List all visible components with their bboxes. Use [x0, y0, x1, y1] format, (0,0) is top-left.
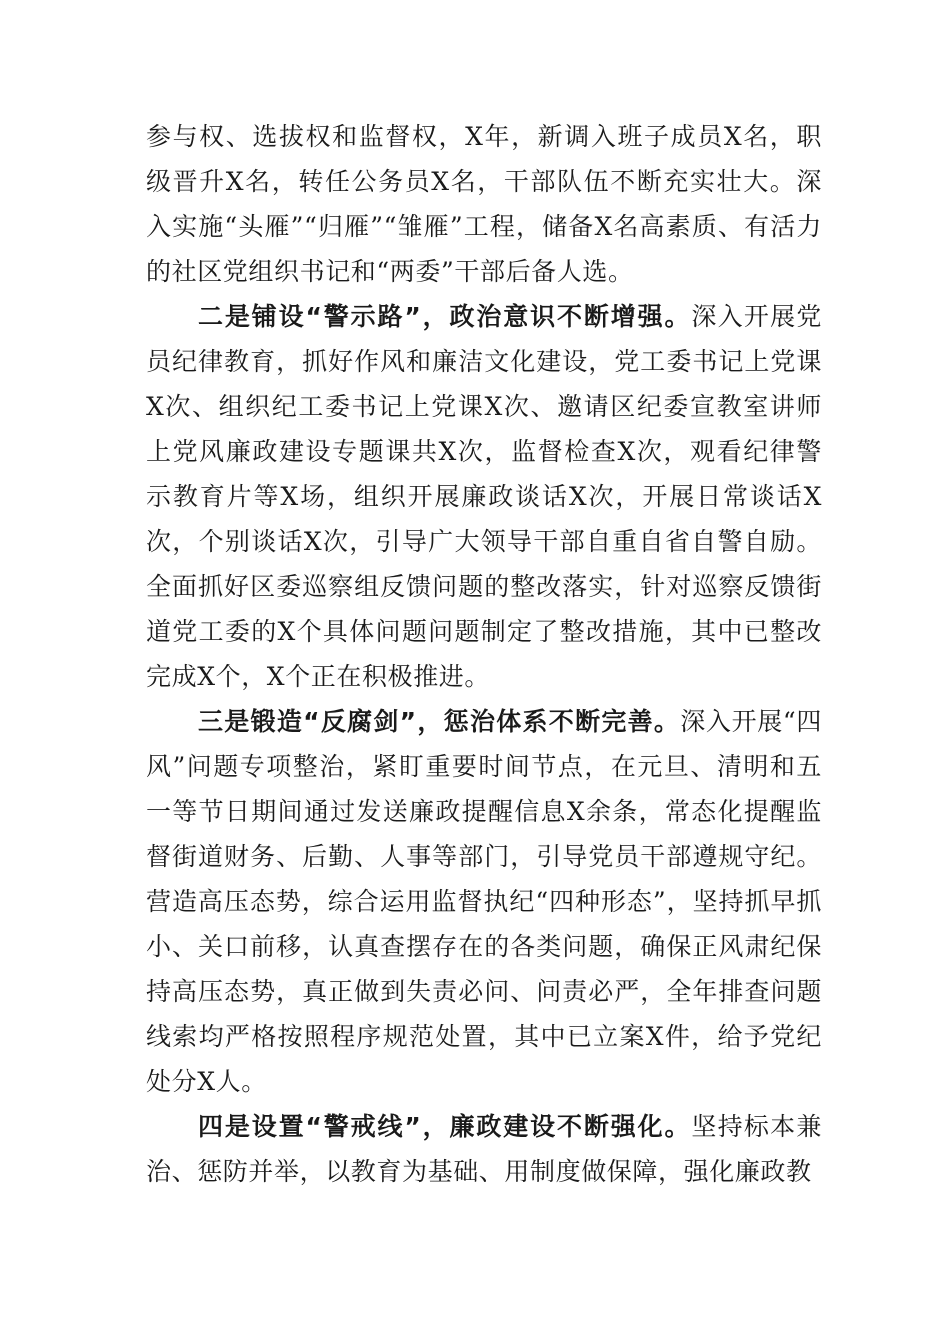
paragraph-lead-heading: 四是设置“警戒线”，廉政建设不断强化。 — [198, 1112, 692, 1141]
paragraph-anti-corruption-sword — [146, 699, 822, 1104]
paragraph-body: 深入开展“四风”问题专项整治，紧盯重要时间节点，在元旦、清明和五一等节日期间通过发送廉政提醒信息X余条，常态化提醒监督街道财务、后勤、人事等部门，引导党员干部遵规守纪。营造高压态势，综合运用监督执纪“四种形态”，坚持抓早抓小、关口前移，认真查摆存在的各类问题，确保正风肃纪保持高压态势，真正做到失责必问、问责必严，全年排查问题线索均严格按照程序规范处置，其中已立案X件，给予党纪处分X人。 — [146, 707, 822, 1096]
document-page — [146, 114, 822, 1194]
paragraph-warning-line — [146, 1104, 822, 1194]
paragraph-warning-road — [146, 294, 822, 699]
paragraph-body: 坚持标本兼治、惩防并举，以教育为基础、用制度做保障，强化廉政教 — [146, 1112, 822, 1186]
paragraph-body: 深入开展党员纪律教育，抓好作风和廉洁文化建设，党工委书记上党课X次、组织纪工委书记上党课X次、邀请区纪委宣教室讲师上党风廉政建设专题课共X次，监督检查X次，观看纪律警示教育片等X场，组织开展廉政谈话X次，开展日常谈话X次，个别谈话X次，引导广大领导干部自重自省自警自励。全面抓好区委巡察组反馈问题的整改落实，针对巡察反馈街道党工委的X个具体问题问题制定了整改措施，其中已整改完成X个，X个正在积极推进。 — [146, 302, 822, 691]
paragraph-body: 参与权、选拔权和监督权，X年，新调入班子成员X名，职级晋升X名，转任公务员X名，干部队伍不断充实壮大。深入实施“头雁”“归雁”“雏雁”工程，储备X名高素质、有活力的社区党组织书记和“两委”干部后备人选。 — [146, 122, 822, 286]
paragraph-continued — [146, 114, 822, 294]
paragraph-lead-heading: 三是锻造“反腐剑”，惩治体系不断完善。 — [198, 707, 681, 736]
paragraph-lead-heading: 二是铺设“警示路”，政治意识不断增强。 — [198, 302, 692, 331]
